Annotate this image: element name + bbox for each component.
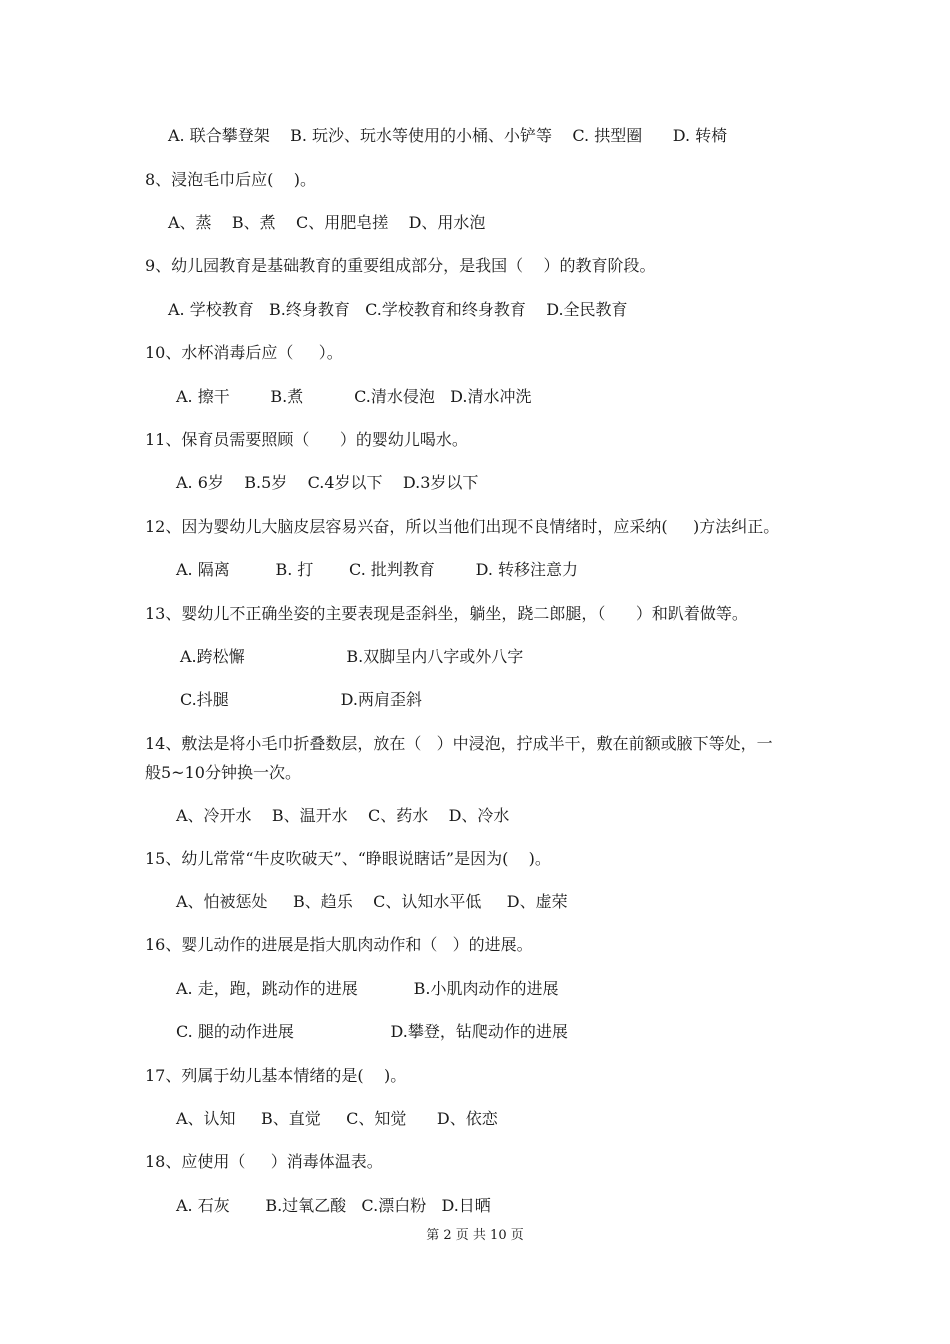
question-text: A、冷开水 B、温开水 C、药水 D、冷水 [176, 806, 510, 825]
question-text: A、认知 B、直觉 C、知觉 D、依恋 [176, 1109, 498, 1128]
question-text: A. 学校教育 B.终身教育 C.学校教育和终身教育 D.全民教育 [168, 300, 628, 319]
question-text: A. 擦干 B.煮 C.清水侵泡 D.清水冲洗 [176, 387, 532, 406]
question-text: A. 石灰 B.过氧乙酸 C.漂白粉 D.日晒 [176, 1196, 491, 1215]
question-text: 17、列属于幼儿基本情绪的是( )。 [145, 1066, 407, 1085]
page-footer: 第 2 页 共 10 页 [426, 1228, 524, 1243]
question-text: A.跨松懈 B.双脚呈内八字或外八字 [180, 647, 524, 666]
question-text: A. 隔离 B. 打 C. 批判教育 D. 转移注意力 [176, 560, 578, 579]
question-text: C.抖腿 D.两肩歪斜 [180, 690, 422, 709]
question-text: 12、因为婴幼儿大脑皮层容易兴奋，所以当他们出现不良情绪时，应采纳( )方法纠正。 [145, 517, 780, 536]
question-text: 般5~10分钟换一次。 [145, 763, 301, 782]
question-text: 9、幼儿园教育是基础教育的重要组成部分，是我国（ ）的教育阶段。 [145, 256, 656, 275]
question-text: A. 联合攀登架 B. 玩沙、玩水等使用的小桶、小铲等 C. 拱型圈 D. 转椅 [168, 126, 728, 145]
question-text: 18、应使用（ ）消毒体温表。 [145, 1152, 383, 1171]
question-text: 11、保育员需要照顾（ ）的婴幼儿喝水。 [145, 430, 468, 449]
question-text: A. 6岁 B.5岁 C.4岁以下 D.3岁以下 [176, 473, 479, 492]
question-text: 16、婴儿动作的进展是指大肌肉动作和（ ）的进展。 [145, 935, 533, 954]
question-text: A、蒸 B、煮 C、用肥皂搓 D、用水泡 [168, 213, 486, 232]
question-text: C. 腿的动作进展 D.攀登，钻爬动作的进展 [176, 1022, 568, 1041]
question-text: 10、水杯消毒后应（ ）。 [145, 343, 343, 362]
question-text: 13、婴幼儿不正确坐姿的主要表现是歪斜坐，躺坐，跷二郎腿，（ ）和趴着做等。 [145, 604, 748, 623]
question-text: 14、敷法是将小毛巾折叠数层，放在（ ）中浸泡，拧成半干，敷在前额或腋下等处，一 [145, 734, 773, 753]
question-text: A. 走，跑，跳动作的进展 B.小肌肉动作的进展 [176, 979, 559, 998]
question-text: A、怕被惩处 B、趋乐 C、认知水平低 D、虚荣 [176, 892, 568, 911]
question-text: 8、浸泡毛巾后应( )。 [145, 170, 317, 189]
question-text: 15、幼儿常常“牛皮吹破天”、“睁眼说瞎话”是因为( )。 [145, 849, 551, 868]
